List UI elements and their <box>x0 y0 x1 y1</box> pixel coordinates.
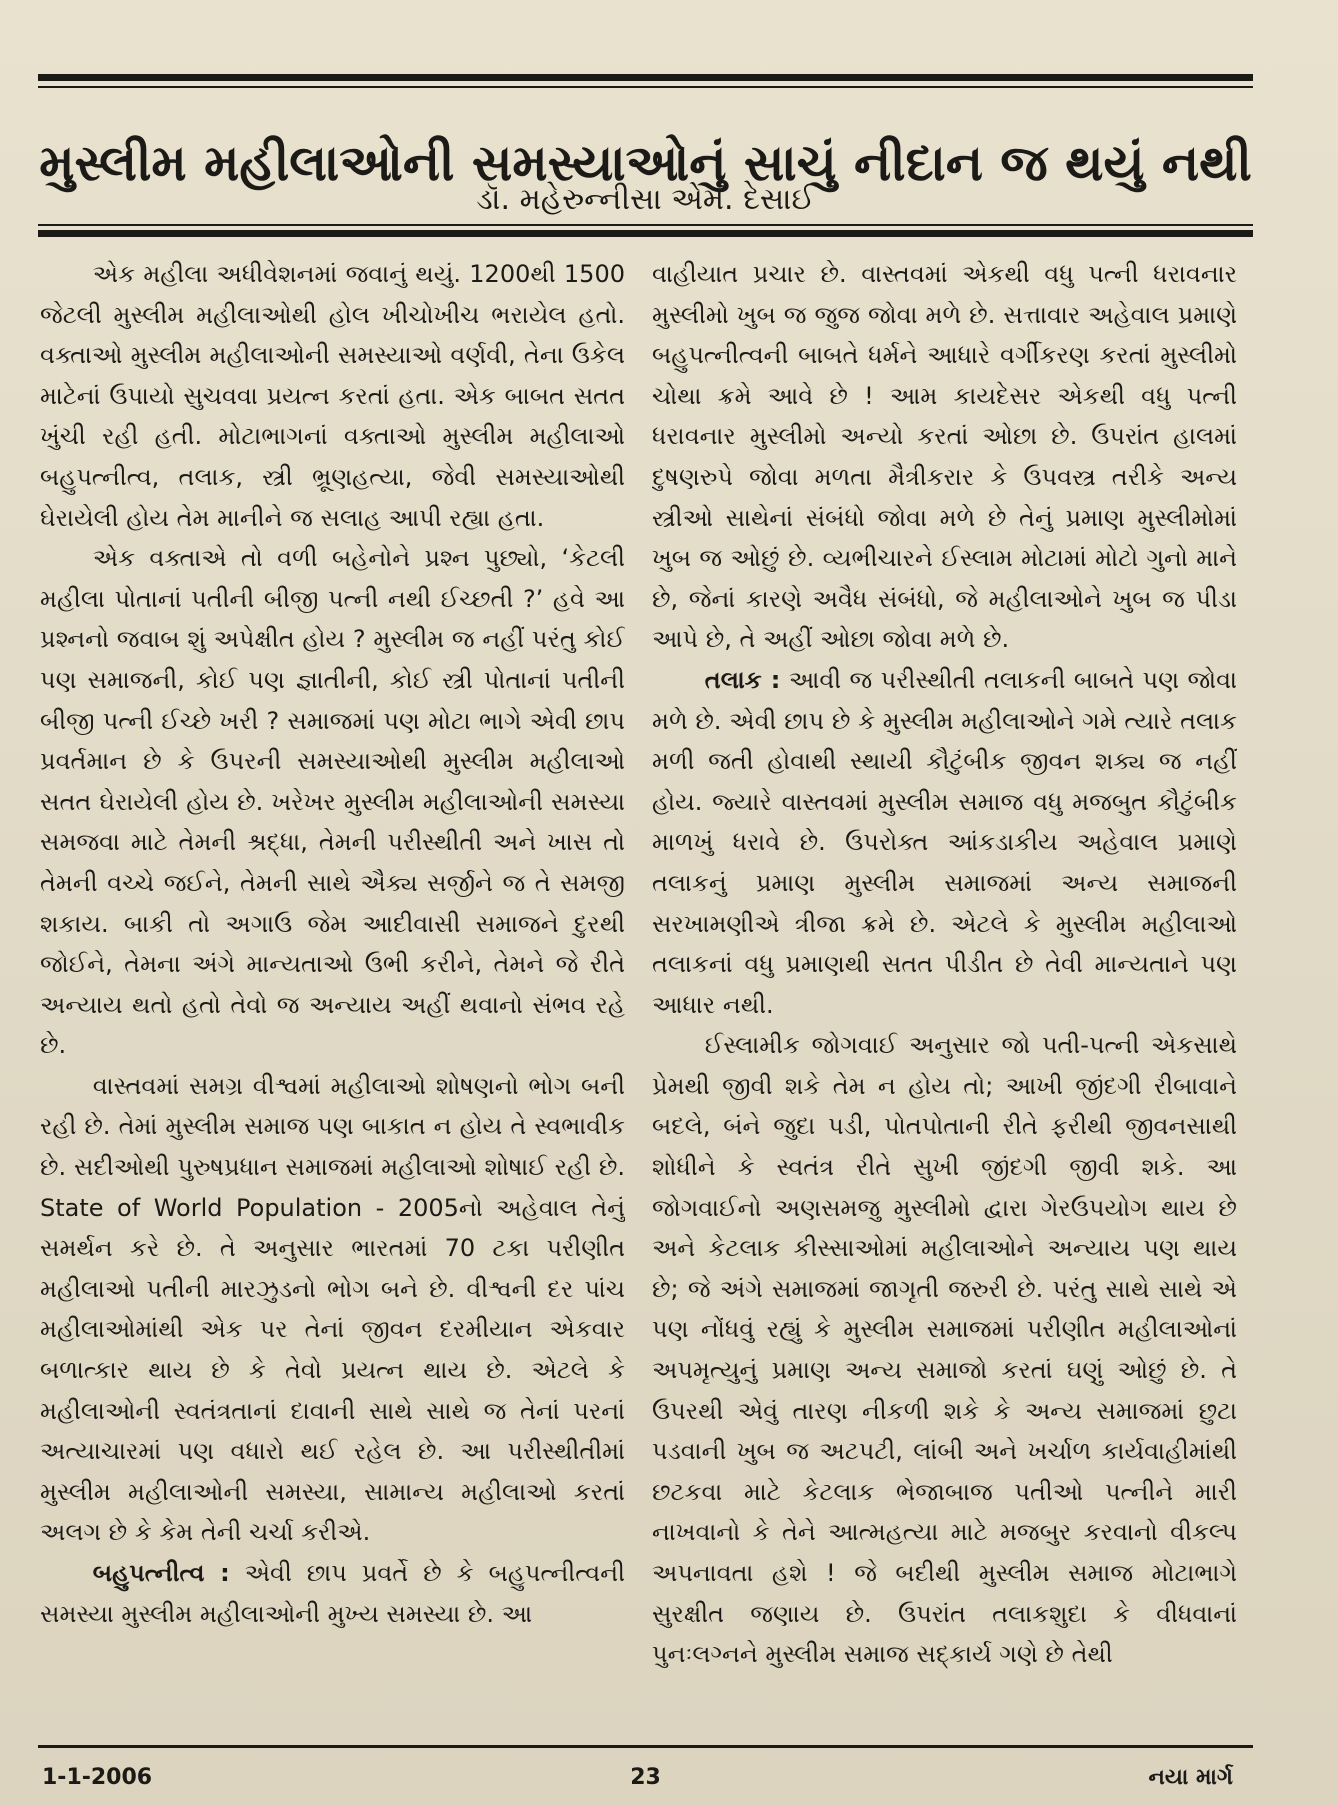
paragraph-text: આવી જ પરીસ્થીતી તલાકની બાબતે પણ જોવા મળે છે. એવી છાપ છે કે મુસ્લીમ મહીલાઓને ગમે ત્યારે તલાક મળી જતી હોવાથી સ્થાયી કૌટુંબીક જીવન શક્ય જ નહીં હોય. જ્યારે વાસ્તવમાં મુસ્લીમ સમાજ વધુ મજબુત કૌટુંબીક માળખું ધરાવે છે. ઉપરોક્ત આંકડાકીય અહેવાલ પ્રમાણે તલાકનું પ્રમાણ મુસ્લીમ સમાજમાં અન્ય સમાજની સરખામણીએ ત્રીજા ક્રમે છે. એટલે કે મુસ્લીમ મહીલાઓ તલાકનાં વધુ પ્રમાણથી સતત પીડીત છે તેવી માન્યતાને પણ આધાર નથી. <box>652 665 1237 1019</box>
top-rule-thick <box>38 74 1253 81</box>
right-column <box>652 254 1237 1734</box>
left-column <box>40 254 625 1734</box>
page-footer <box>38 1758 1253 1798</box>
section-heading-talaq: તલાક : <box>704 665 781 694</box>
section-heading-polygamy: બહુપત્નીત્વ : <box>92 1559 230 1587</box>
article-title: મુસ્લીમ મહીલાઓની સમસ્યાઓનું સાચું નીદાન જ થયું નથી <box>39 133 1252 192</box>
paragraph-continued: વાહીયાત પ્રચાર છે. વાસ્તવમાં એકથી વધુ પત્ની ધરાવનાર મુસ્લીમો ખુબ જ જુજ જોવા મળે છે. સત્તાવાર અહેવાલ પ્રમાણે બહુપત્નીત્વની બાબતે ધર્મને આધારે વર્ગીકરણ કરતાં મુસ્લીમો ચોથા ક્રમે આવે છે ! આમ કાયદેસર એકથી વધુ પત્ની ધરાવનાર મુસ્લીમો અન્યો કરતાં ઓછા છે. ઉપરાંત હાલમાં દુષણરુપે જોવા મળતા મૈત્રીકરાર કે ઉપવસ્ત્ર તરીકે અન્ય સ્ત્રીઓ સાથેનાં સંબંધો જોવા મળે છે તેનું પ્રમાણ મુસ્લીમોમાં ખુબ જ ઓછું છે. વ્યભીચારને ઈસ્લામ મોટામાં મોટો ગુનો માને છે, જેનાં કારણે અવૈધ સંબંધો, જે મહીલાઓને ખુબ જ પીડા આપે છે, તે અહીં ઓછા જોવા મળે છે. <box>652 260 1237 654</box>
page-number: 23 <box>630 1765 661 1790</box>
paragraph: એક વક્તાએ તો વળી બહેનોને પ્રશ્ન પુછ્યો, ‘કેટલી મહીલા પોતાનાં પતીની બીજી પત્ની નથી ઈચ્છતી ?’ હવે આ પ્રશ્નનો જવાબ શું અપેક્ષીત હોય ? મુસ્લીમ જ નહીં પરંતુ કોઈ પણ સમાજની, કોઈ પણ જ્ઞાતીની, કોઈ સ્ત્રી પોતાનાં પતીની બીજી પત્ની ઈચ્છે ખરી ? સમાજમાં પણ મોટા ભાગે એવી છાપ પ્રવર્તમાન છે કે ઉપરની સમસ્યાઓથી મુસ્લીમ મહીલાઓ સતત ઘેરાયેલી હોય છે. ખરેખર મુસ્લીમ મહીલાઓની સમસ્યા સમજવા માટે તેમની શ્રદ્ધા, તેમની પરીસ્થીતી અને ખાસ તો તેમની વચ્ચે જઈને, તેમની સાથે ઐક્ય સર્જીને જ તે સમજી શકાય. બાકી તો અગાઉ જેમ આદીવાસી સમાજને દુરથી જોઈને, તેમના અંગે માન્યતાઓ ઉભી કરીને, તેમને જે રીતે અન્યાય થતો હતો તેવો જ અન્યાય અહીં થવાનો સંભવ રહે છે. <box>40 544 625 1060</box>
paragraph: ઈસ્લામીક જોગવાઈ અનુસાર જો પતી-પત્ની એકસાથે પ્રેમથી જીવી શકે તેમ ન હોય તો; આખી જીંદગી રીબાવાને બદલે, બંને જુદા પડી, પોતપોતાની રીતે ફરીથી જીવનસાથી શોધીને કે સ્વતંત્ર રીતે સુખી જીંદગી જીવી શકે. આ જોગવાઈનો અણસમજુ મુસ્લીમો દ્વારા ગેરઉપયોગ થાય છે અને કેટલાક કીસ્સાઓમાં મહીલાઓને અન્યાય પણ થાય છે; જે અંગે સમાજમાં જાગૃતી જરુરી છે. પરંતુ સાથે સાથે એ પણ નોંધવું રહ્યું કે મુસ્લીમ સમાજમાં પરીણીત મહીલાઓનાં અપમૃત્યુનું પ્રમાણ અન્ય સમાજો કરતાં ઘણું ઓછું છે. તે ઉપરથી એવું તારણ નીકળી શકે કે અન્ય સમાજમાં છુટા પડવાની ખુબ જ અટપટી, લાંબી અને ખર્ચાળ કાર્યવાહીમાંથી છટકવા માટે કેટલાક ભેજાબાજ પતીઓ પત્નીને મારી નાખવાનો કે તેને આત્મહત્યા માટે મજબુર કરવાનો વીકલ્પ અપનાવતા હશે ! જે બદીથી મુસ્લીમ સમાજ મોટાભાગે સુરક્ષીત જણાય છે. ઉપરાંત તલાકશુદા કે વીધવાનાં પુનઃલગ્નને મુસ્લીમ સમાજ સદ્કાર્ય ગણે છે તેથી <box>652 1031 1237 1669</box>
paragraph: વાસ્તવમાં સમગ્ર વીશ્વમાં મહીલાઓ શોષણનો ભોગ બની રહી છે. તેમાં મુસ્લીમ સમાજ પણ બાકાત ન હોય તે સ્વભાવીક છે. સદીઓથી પુરુષપ્રધાન સમાજમાં મહીલાઓ શોષાઈ રહી છે. State of World Population - 2005નો અહેવાલ તેનું સમર્થન કરે છે. તે અનુસાર ભારતમાં 70 ટકા પરીણીત મહીલાઓ પતીની મારઝુડનો ભોગ બને છે. વીશ્વની દર પાંચ મહીલાઓમાંથી એક પર તેનાં જીવન દરમીયાન એકવાર બળાત્કાર થાય છે કે તેવો પ્રયત્ન થાય છે. એટલે કે મહીલાઓની સ્વતંત્રતાનાં દાવાની સાથે સાથે જ તેનાં પરનાં અત્યાચારમાં પણ વધારો થઈ રહેલ છે. આ પરીસ્થીતીમાં મુસ્લીમ મહીલાઓની સમસ્યા, સામાન્ય મહીલાઓ કરતાં અલગ છે કે કેમ તેની ચર્ચા કરીએ. <box>40 1071 625 1547</box>
header-rule-thin <box>38 224 1253 226</box>
paragraph-polygamy <box>40 1553 625 1634</box>
paragraph-text: એવી છાપ પ્રવર્તે છે કે બહુપત્નીત્વની સમસ્યા મુસ્લીમ મહીલાઓની મુખ્ય સમસ્યા છે. આ <box>40 1559 625 1628</box>
footer-rule <box>38 1745 1253 1748</box>
paragraph: એક મહીલા અધીવેશનમાં જવાનું થયું. 1200થી 1500 જેટલી મુસ્લીમ મહીલાઓથી હોલ ખીચોખીચ ભરાયેલ હતો. વક્તાઓ મુસ્લીમ મહીલાઓની સમસ્યાઓ વર્ણવી, તેના ઉકેલ માટેનાં ઉપાયો સુચવવા પ્રયત્ન કરતાં હતા. એક બાબત સતત ખુંચી રહી હતી. મોટાભાગનાં વક્તાઓ મુસ્લીમ મહીલાઓ બહુપત્નીત્વ, તલાક, સ્ત્રી ભ્રૂણહત્યા, જેવી સમસ્યાઓથી ઘેરાયેલી હોય તેમ માનીને જ સલાહ આપી રહ્યા હતા. <box>40 260 625 532</box>
article-author: ડૉ. મહેરુન્નીસા એમ. દેસાઈ <box>476 182 815 217</box>
paragraph-talaq <box>652 660 1237 1025</box>
issue-date: 1-1-2006 <box>42 1765 153 1790</box>
header-rule-thick <box>38 230 1253 237</box>
magazine-name: નયા માર્ગ <box>1148 1765 1233 1790</box>
top-rule-thin <box>38 86 1253 88</box>
